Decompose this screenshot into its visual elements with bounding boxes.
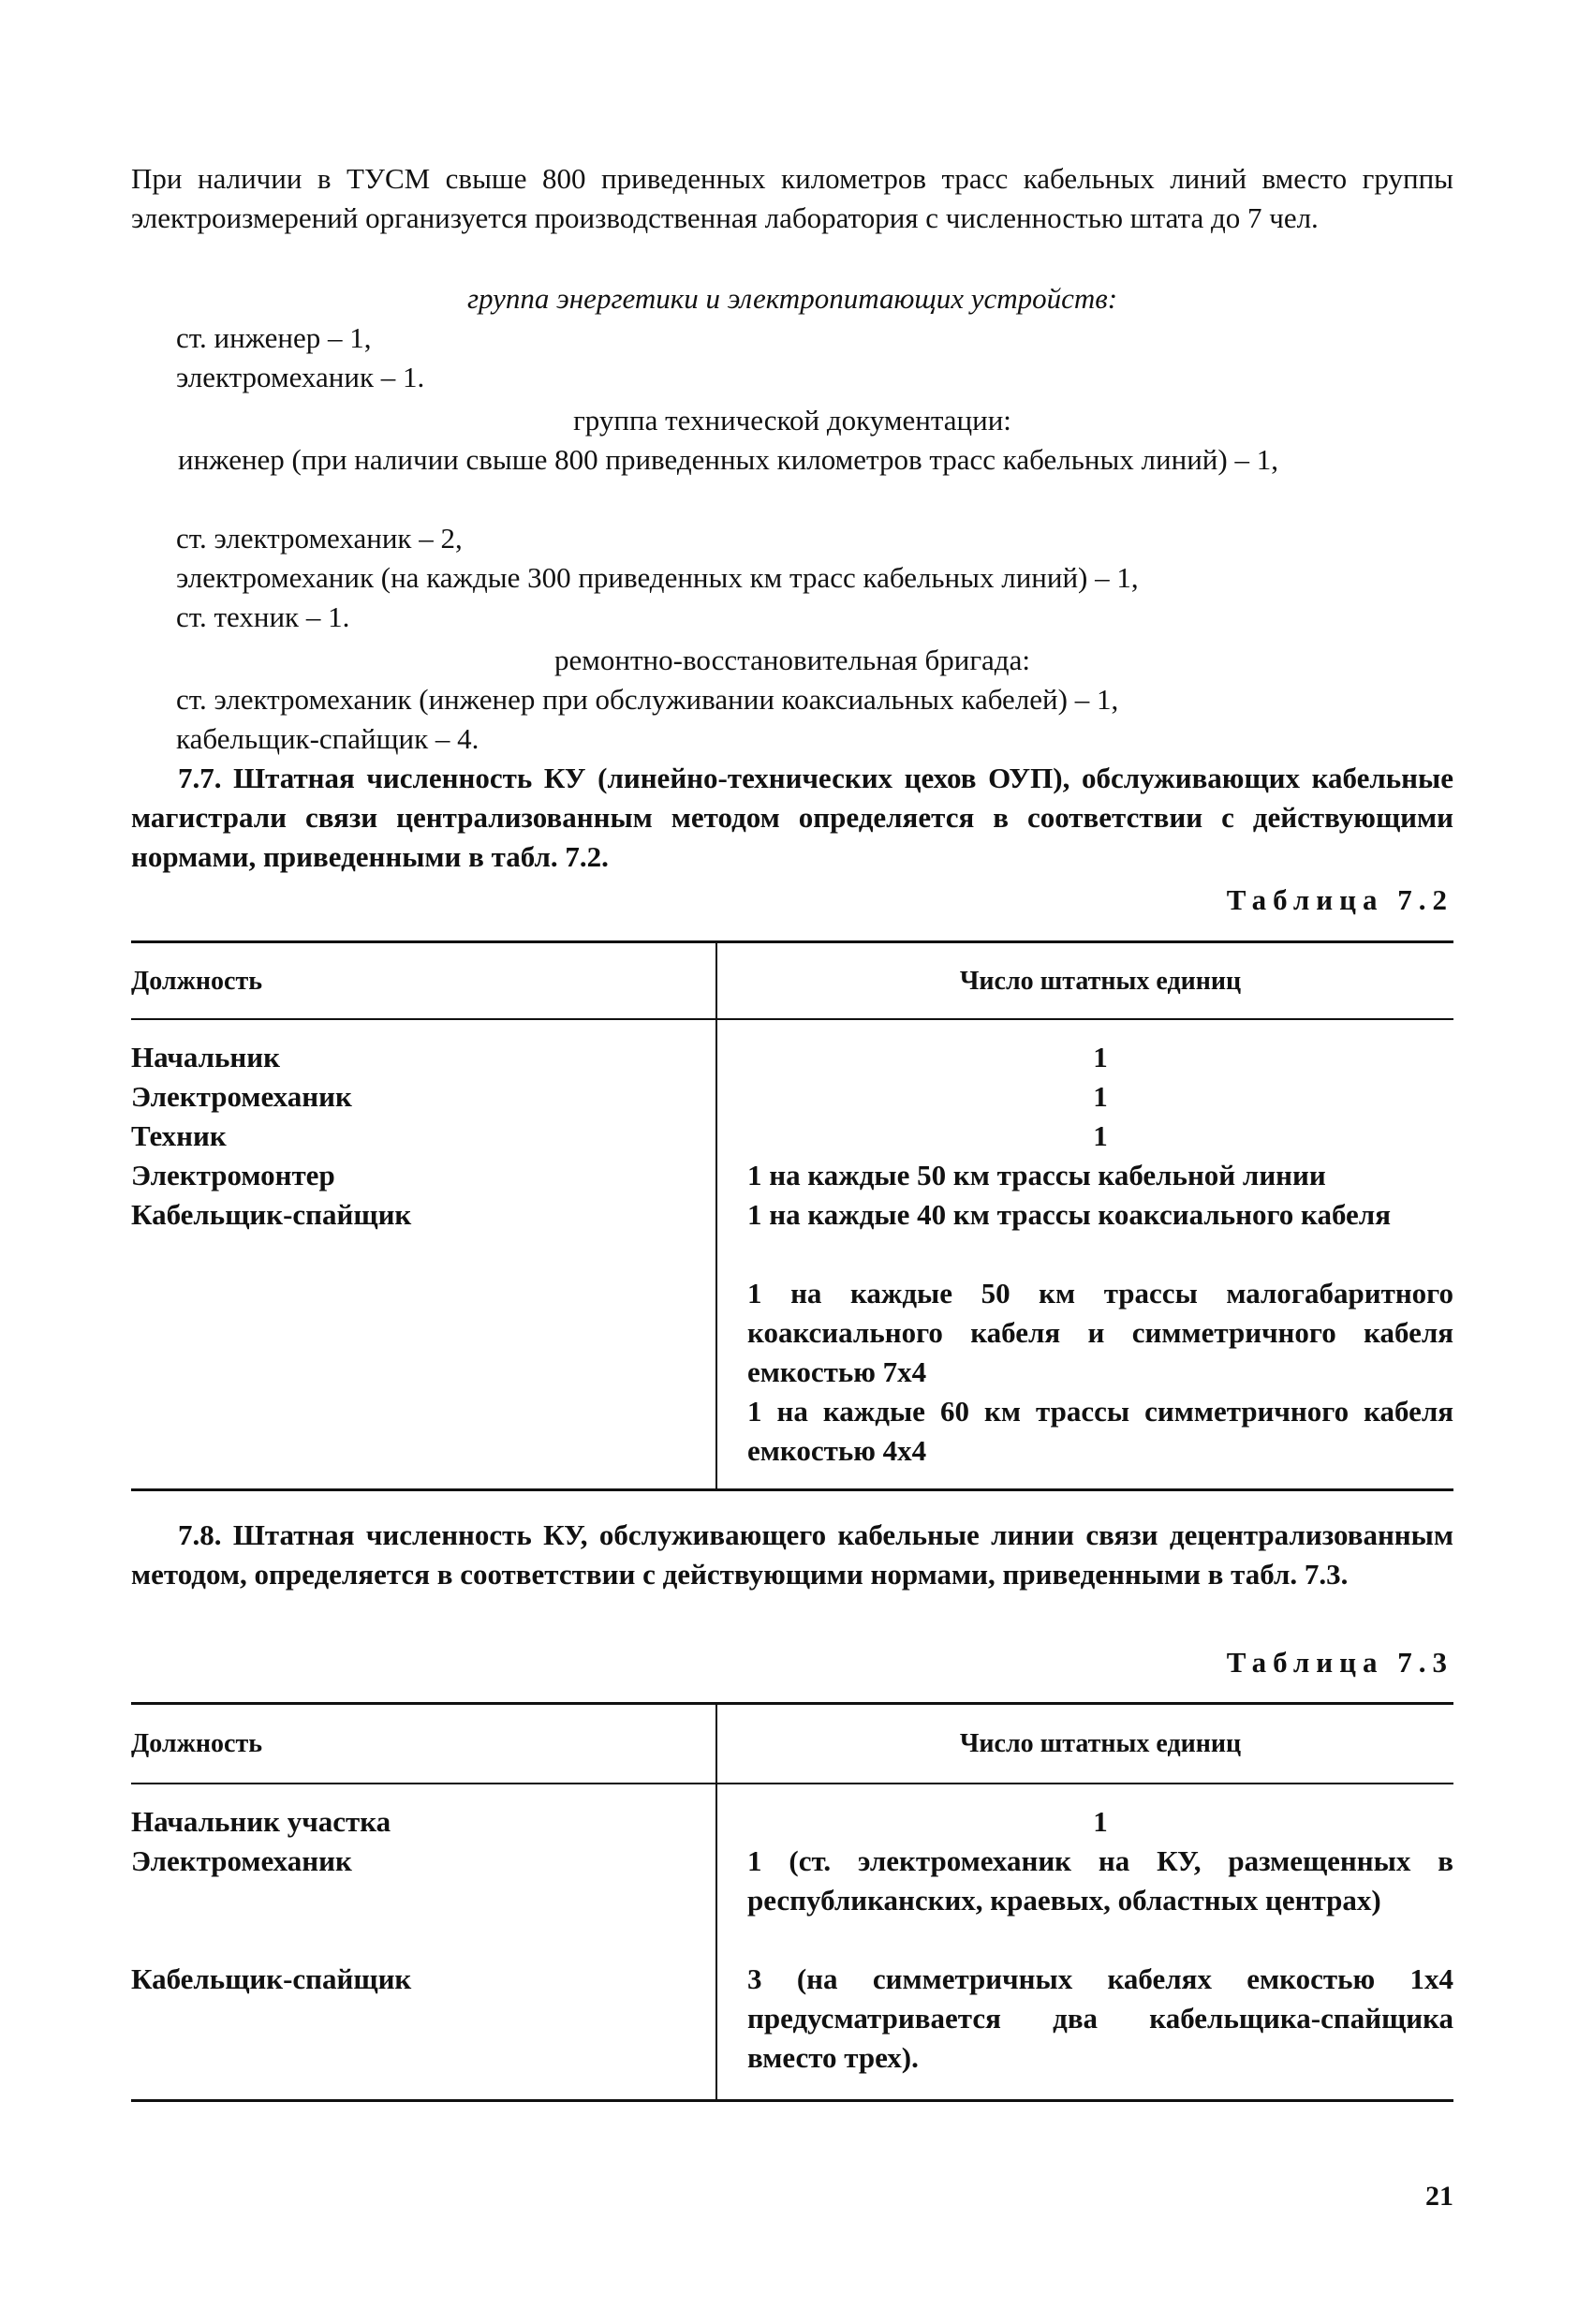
tech-doc-group-item: ст. электромеханик – 2, [176, 522, 463, 555]
repair-group-item: кабельщик-спайщик – 4. [176, 722, 479, 755]
table-top-rule [131, 940, 1453, 943]
table-row-value: 1 (ст. электромеханик на КУ, размещенных в республиканских, краевых, областных центрах) [747, 1844, 1453, 1917]
tech-doc-group-item: ст. техник – 1. [176, 600, 350, 633]
page-number: 21 [1425, 2181, 1453, 2212]
repair-group-title: ремонтно-восстановительная бригада: [554, 644, 1030, 676]
tech-doc-group-item: инженер (при наличии свыше 800 приведенных километров трасс кабельных линий) – 1, [178, 443, 1278, 476]
tech-doc-group-title: группа технической документации: [573, 404, 1011, 437]
table-header-count: Число штатных единиц [959, 1729, 1242, 1758]
energy-group-item: электромеханик – 1. [176, 361, 425, 393]
table-7-2-caption: Таблица 7.2 [1226, 883, 1453, 916]
table-row-value: 1 [1093, 1119, 1108, 1152]
repair-group-item: ст. электромеханик (инженер при обслуживании коаксиальных кабелей) – 1, [176, 683, 1119, 716]
table-top-rule [131, 1702, 1453, 1705]
table-header-count: Число штатных единиц [959, 967, 1242, 996]
table-column-divider [715, 940, 717, 1491]
table-row-value: 1 на каждые 60 км трассы симметричного кабеля емкостью 4х4 [747, 1395, 1453, 1467]
section-7-7-paragraph: 7.7. Штатная численность КУ (линейно-технических цехов ОУП), обслуживающих кабельные магистрали связи централизованным методом определяется в соответствии с действующими нормами, приведенными в табл. 7.2. [131, 762, 1453, 873]
table-row-position: Электромеханик [131, 1844, 352, 1877]
table-row-value: 1 [1093, 1805, 1108, 1838]
table-row-value: 1 на каждые 50 км трассы малогабаритного коаксиального кабеля и симметричного кабеля емкостью 7х4 [747, 1277, 1453, 1388]
table-row-position: Электромеханик [131, 1080, 352, 1113]
table-bottom-rule [131, 2099, 1453, 2102]
table-row-value: 1 [1093, 1041, 1108, 1073]
table-row-value: 1 [1093, 1080, 1108, 1113]
table-column-divider [715, 1702, 717, 2102]
table-header-rule [131, 1018, 1453, 1020]
table-row-position: Электромонтер [131, 1159, 335, 1192]
energy-group-title: группа энергетики и электропитающих устройств: [466, 282, 1118, 315]
table-header-position: Должность [131, 967, 263, 996]
table-row-position: Начальник участка [131, 1805, 391, 1838]
table-row-position: Кабельщик-спайщик [131, 1198, 412, 1231]
section-7-8-paragraph: 7.8. Штатная численность КУ, обслуживающего кабельные линии связи децентрализованным методом, определяется в соответствии с действующими нормами, приведенными в табл. 7.3. [131, 1518, 1453, 1591]
table-bottom-rule [131, 1488, 1453, 1491]
table-row-value: 1 на каждые 40 км трассы коаксиального кабеля [747, 1198, 1391, 1231]
table-row-position: Кабельщик-спайщик [131, 1962, 412, 1995]
table-row-value: 1 на каждые 50 км трассы кабельной линии [747, 1159, 1326, 1192]
table-7-3-caption: Таблица 7.3 [1226, 1646, 1453, 1679]
tech-doc-group-item: электромеханик (на каждые 300 приведенных км трасс кабельных линий) – 1, [176, 561, 1139, 594]
energy-group-item: ст. инженер – 1, [176, 321, 372, 354]
intro-paragraph: При наличии в ТУСМ свыше 800 приведенных километров трасс кабельных линий вместо группы электроизмерений организуется производственная лаборатория с численностью штата до 7 чел. [131, 162, 1453, 234]
table-header-rule [131, 1783, 1453, 1784]
table-row-position: Начальник [131, 1041, 280, 1073]
table-header-position: Должность [131, 1729, 263, 1758]
table-row-value: 3 (на симметричных кабелях емкостью 1х4 предусматривается два кабельщика-спайщика вместо трех). [747, 1962, 1453, 2074]
table-row-position: Техник [131, 1119, 227, 1152]
